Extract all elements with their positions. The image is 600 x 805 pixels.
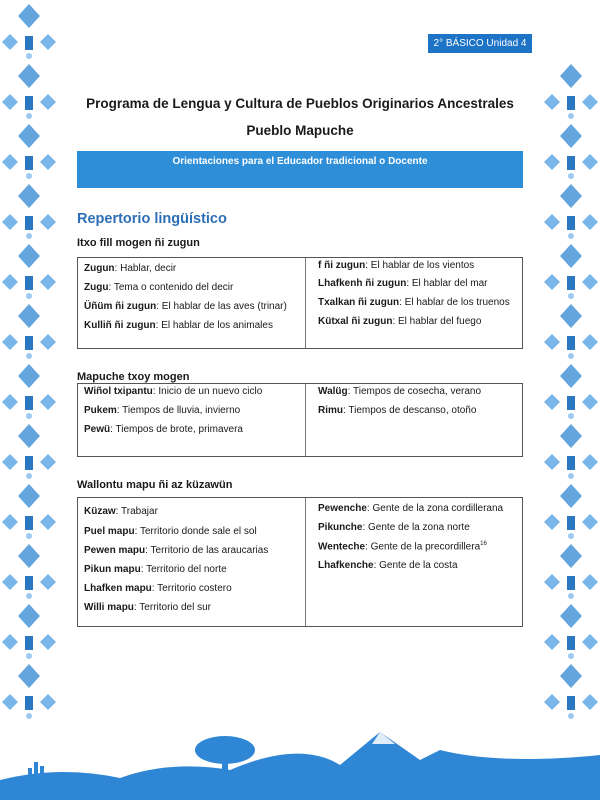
definition: : Territorio costero: [151, 583, 232, 594]
term: Lhafkenh ñi zugun: [318, 278, 407, 289]
vocab-entry: [84, 424, 243, 435]
term: Lhafken mapu: [84, 583, 152, 594]
landscape-illustration-icon: [0, 710, 600, 800]
definition: : Territorio donde sale el sol: [134, 526, 257, 537]
vocab-entry: [318, 278, 487, 289]
vocab-entry: [318, 386, 481, 397]
footnote-marker: 16: [480, 541, 487, 547]
left-ornament-icon: [0, 0, 58, 800]
definition: : Tema o contenido del decir: [108, 282, 234, 293]
definition: : Gente de la zona norte: [362, 522, 470, 533]
vocab-entry: [318, 503, 503, 514]
definition: : Gente de la costa: [373, 560, 458, 571]
vocab-entry: [318, 297, 510, 308]
left-decorative-border: [0, 0, 58, 800]
term: Walüg: [318, 386, 348, 397]
vocab-entry: [318, 522, 470, 533]
column-divider: [305, 258, 306, 348]
definition: : Hablar, decir: [114, 263, 177, 274]
orientation-banner: Orientaciones para el Educador tradicional o Docente: [77, 151, 523, 188]
vocab-entry: [84, 405, 240, 416]
definition: : Territorio de las araucarias: [145, 545, 269, 556]
definition: : Gente de la zona cordillerana: [366, 503, 504, 514]
term: Kütxal ñi zugun: [318, 316, 393, 327]
definition: : Tiempos de cosecha, verano: [347, 386, 482, 397]
page-subtitle: Pueblo Mapuche: [246, 123, 354, 138]
vocab-entry: [84, 602, 211, 613]
term: Puel mapu: [84, 526, 135, 537]
definition: : Inicio de un nuevo ciclo: [152, 386, 263, 397]
definition: : El hablar de las aves (trinar): [156, 301, 287, 312]
definition: : El hablar de los animales: [155, 320, 273, 331]
vocab-entry: [318, 260, 474, 271]
vocabulary-table: [77, 497, 523, 627]
vocab-entry: [318, 405, 476, 416]
term: Pewü: [84, 424, 111, 435]
grade-unit-badge: 2° BÁSICO Unidad 4: [428, 34, 532, 53]
term: Zugun: [84, 263, 115, 274]
group-title: Itxo fill mogen ñi zugun: [77, 237, 200, 249]
group-title: Mapuche txoy mogen: [77, 371, 190, 383]
group-title: Wallontu mapu ñi az küzawün: [77, 479, 233, 491]
term: Üñüm ñi zugun: [84, 301, 157, 312]
definition: : El hablar de los truenos: [399, 297, 510, 308]
term: Rimu: [318, 405, 343, 416]
definition: : Trabajar: [115, 506, 158, 517]
vocab-entry: [318, 316, 481, 327]
definition: : El hablar del mar: [406, 278, 488, 289]
vocab-entry: [84, 263, 176, 274]
term: Txalkan ñi zugun: [318, 297, 400, 308]
term: Kulliñ ñi zugun: [84, 320, 156, 331]
definition: : Tiempos de descanso, otoño: [343, 405, 477, 416]
section-title: Repertorio lingüístico: [77, 211, 227, 227]
term: Pewenche: [318, 503, 367, 514]
term: Pikun mapu: [84, 564, 141, 575]
term: Willi mapu: [84, 602, 134, 613]
term: Pukem: [84, 405, 117, 416]
definition: : Tiempos de brote, primavera: [110, 424, 243, 435]
vocab-entry: [84, 545, 268, 556]
term: f ñi zugun: [318, 260, 366, 271]
term: Pikunche: [318, 522, 363, 533]
term: Lhafkenche: [318, 560, 374, 571]
vocab-entry: [84, 301, 287, 312]
vocab-entry: [84, 282, 233, 293]
term: Zugu: [84, 282, 109, 293]
vocab-entry: [318, 560, 458, 571]
vocab-entry: [84, 386, 262, 397]
definition: : El hablar de los vientos: [365, 260, 475, 271]
vocabulary-table: [77, 383, 523, 457]
right-ornament-icon: [542, 0, 600, 800]
definition: : Territorio del norte: [140, 564, 227, 575]
term: Wiñol txipantu: [84, 386, 153, 397]
column-divider: [305, 384, 306, 456]
vocab-entry: [84, 506, 158, 517]
vocab-entry: [318, 541, 487, 552]
term: Wenteche: [318, 541, 366, 553]
term: Pewen mapu: [84, 545, 146, 556]
vocab-entry: [84, 583, 232, 594]
vocab-entry: [84, 526, 257, 537]
vocab-entry: [84, 320, 273, 331]
column-divider: [305, 498, 306, 626]
definition: : Tiempos de lluvia, invierno: [116, 405, 241, 416]
vocabulary-table: [77, 257, 523, 349]
definition: : Territorio del sur: [133, 602, 211, 613]
page-title: Programa de Lengua y Cultura de Pueblos Originarios Ancestrales: [86, 96, 514, 111]
vocab-entry: [84, 564, 227, 575]
term: Küzaw: [84, 506, 116, 517]
definition: : El hablar del fuego: [392, 316, 482, 327]
right-decorative-border: [542, 0, 600, 800]
definition: : Gente de la precordillera: [365, 541, 481, 553]
